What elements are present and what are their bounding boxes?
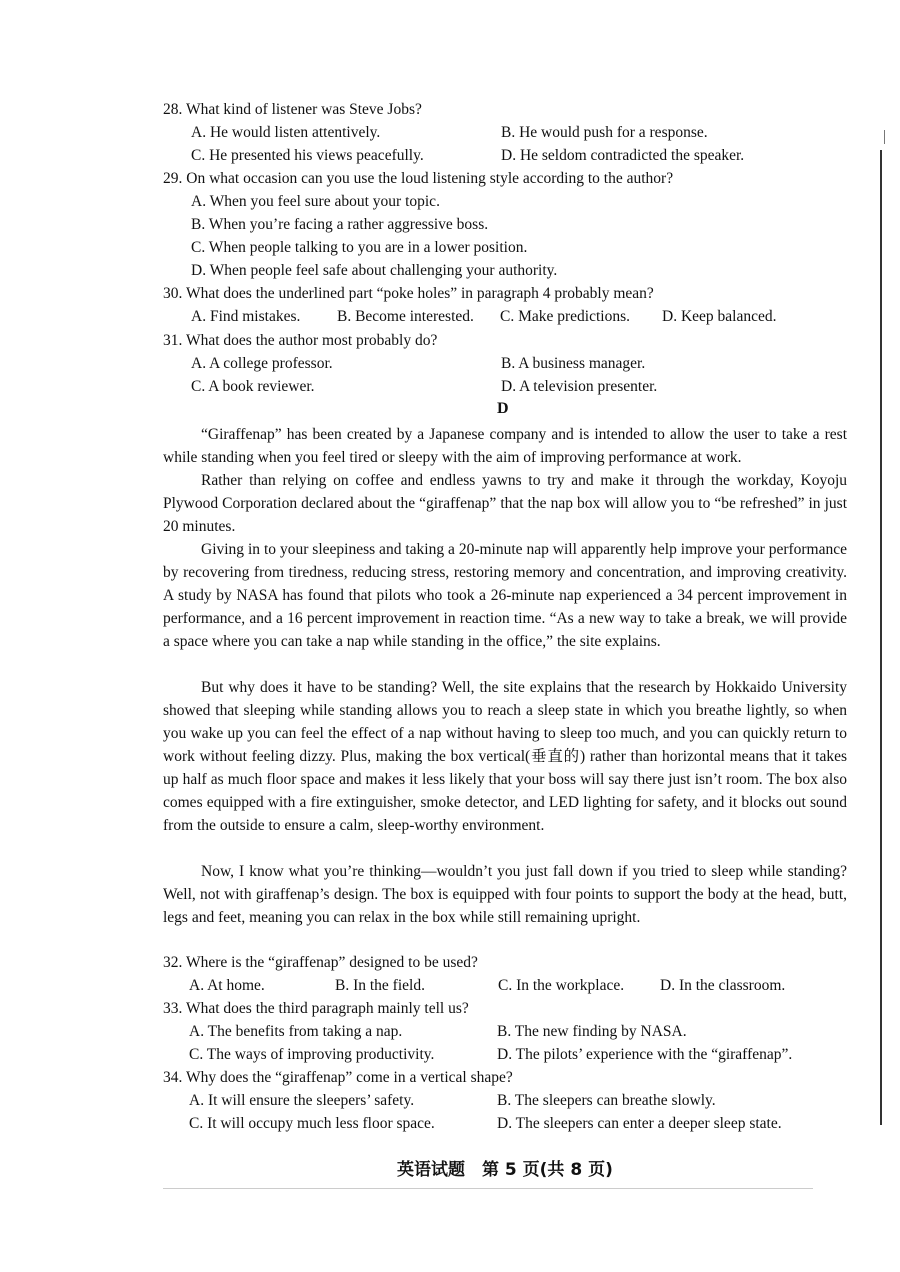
q28-option-c: C. He presented his views peacefully. xyxy=(191,147,424,164)
q33-option-a: A. The benefits from taking a nap. xyxy=(189,1023,403,1040)
q32-option-c: C. In the workplace. xyxy=(498,977,625,994)
question-32: 32. Where is the “giraffenap” designed to be used? xyxy=(163,954,478,971)
q28-option-d: D. He seldom contradicted the speaker. xyxy=(501,147,745,164)
question-29: 29. On what occasion can you use the loud listening style according to the author? xyxy=(163,170,674,187)
q34-option-a: A. It will ensure the sleepers’ safety. xyxy=(189,1092,415,1109)
q29-option-d: D. When people feel safe about challenging your authority. xyxy=(191,262,558,279)
q31-option-b: B. A business manager. xyxy=(501,355,646,372)
q28-option-a: A. He would listen attentively. xyxy=(191,124,381,141)
margin-line xyxy=(880,150,882,1125)
margin-mark xyxy=(884,130,885,144)
q28-option-b: B. He would push for a response. xyxy=(501,124,708,141)
q31-option-d: D. A television presenter. xyxy=(501,378,658,395)
question-33: 33. What does the third paragraph mainly tell us? xyxy=(163,1000,469,1017)
section-heading: D xyxy=(497,400,509,417)
q29-option-a: A. When you feel sure about your topic. xyxy=(191,193,440,210)
q30-option-b: B. Become interested. xyxy=(337,308,474,325)
q30-option-c: C. Make predictions. xyxy=(500,308,631,325)
page-footer: 英语试题 第 5 页(共 8 页) xyxy=(397,1160,613,1180)
passage-paragraph-2: Rather than relying on coffee and endless yawns to try and make it through the workday, Koyoju Plywood Corporation declared about the “giraffenap” that the nap box will allow you to “be refreshed” in just 20 minutes. xyxy=(163,472,847,535)
q30-option-a: A. Find mistakes. xyxy=(191,308,301,325)
q33-option-d: D. The pilots’ experience with the “giraffenap”. xyxy=(497,1046,793,1063)
q33-option-c: C. The ways of improving productivity. xyxy=(189,1046,435,1063)
q30-option-d: D. Keep balanced. xyxy=(662,308,777,325)
passage-paragraph-5: Now, I know what you’re thinking—wouldn’t you just fall down if you tried to sleep while standing? Well, not with giraffenap’s design. The box is equipped with four points to support the body at the head, butt, legs and feet, meaning you can relax in the box while still remaining upright. xyxy=(163,863,847,926)
passage-paragraph-1: “Giraffenap” has been created by a Japanese company and is intended to allow the user to take a rest while standing when you feel tired or sleepy with the aim of improving performance at work. xyxy=(163,426,847,466)
question-30: 30. What does the underlined part “poke holes” in paragraph 4 probably mean? xyxy=(163,285,654,302)
question-31: 31. What does the author most probably do? xyxy=(163,332,438,349)
passage-paragraph-3: Giving in to your sleepiness and taking a 20-minute nap will apparently help improve your performance by recovering from tiredness, reducing stress, restoring memory and concentration, and improving creativity. A study by NASA has found that pilots who took a 26-minute nap experienced a 34 percent improvement in performance, and a 16 percent improvement in reaction time. “As a new way to take a break, we will provide a space where you can take a nap while standing in the office,” the site explains. xyxy=(163,541,847,650)
q34-option-b: B. The sleepers can breathe slowly. xyxy=(497,1092,716,1109)
question-28: 28. What kind of listener was Steve Jobs? xyxy=(163,101,422,118)
footer-divider xyxy=(163,1188,813,1189)
q33-option-b: B. The new finding by NASA. xyxy=(497,1023,687,1040)
q29-option-b: B. When you’re facing a rather aggressive boss. xyxy=(191,216,489,233)
q29-option-c: C. When people talking to you are in a lower position. xyxy=(191,239,528,256)
passage-paragraph-4: But why does it have to be standing? Well, the site explains that the research by Hokkaido University showed that sleeping while standing allows you to reach a sleep state in which you breathe lightly, so when you wake up you can feel the effect of a nap without having to sleep too much, and you can quickly return to work without feeling dizzy. Plus, making the box vertical(垂直的) rather than horizontal means that it takes up half as much floor space and makes it less likely that your boss will say there just isn’t room. The box also comes equipped with a fire extinguisher, smoke detector, and LED lighting for safety, and it blocks out sound from the outside to ensure a calm, sleep-worthy environment. xyxy=(163,679,847,834)
q31-option-c: C. A book reviewer. xyxy=(191,378,315,395)
q31-option-a: A. A college professor. xyxy=(191,355,333,372)
q32-option-b: B. In the field. xyxy=(335,977,425,994)
question-34: 34. Why does the “giraffenap” come in a vertical shape? xyxy=(163,1069,513,1086)
q32-option-d: D. In the classroom. xyxy=(660,977,786,994)
q32-option-a: A. At home. xyxy=(189,977,265,994)
q34-option-c: C. It will occupy much less floor space. xyxy=(189,1115,435,1132)
q34-option-d: D. The sleepers can enter a deeper sleep state. xyxy=(497,1115,782,1132)
